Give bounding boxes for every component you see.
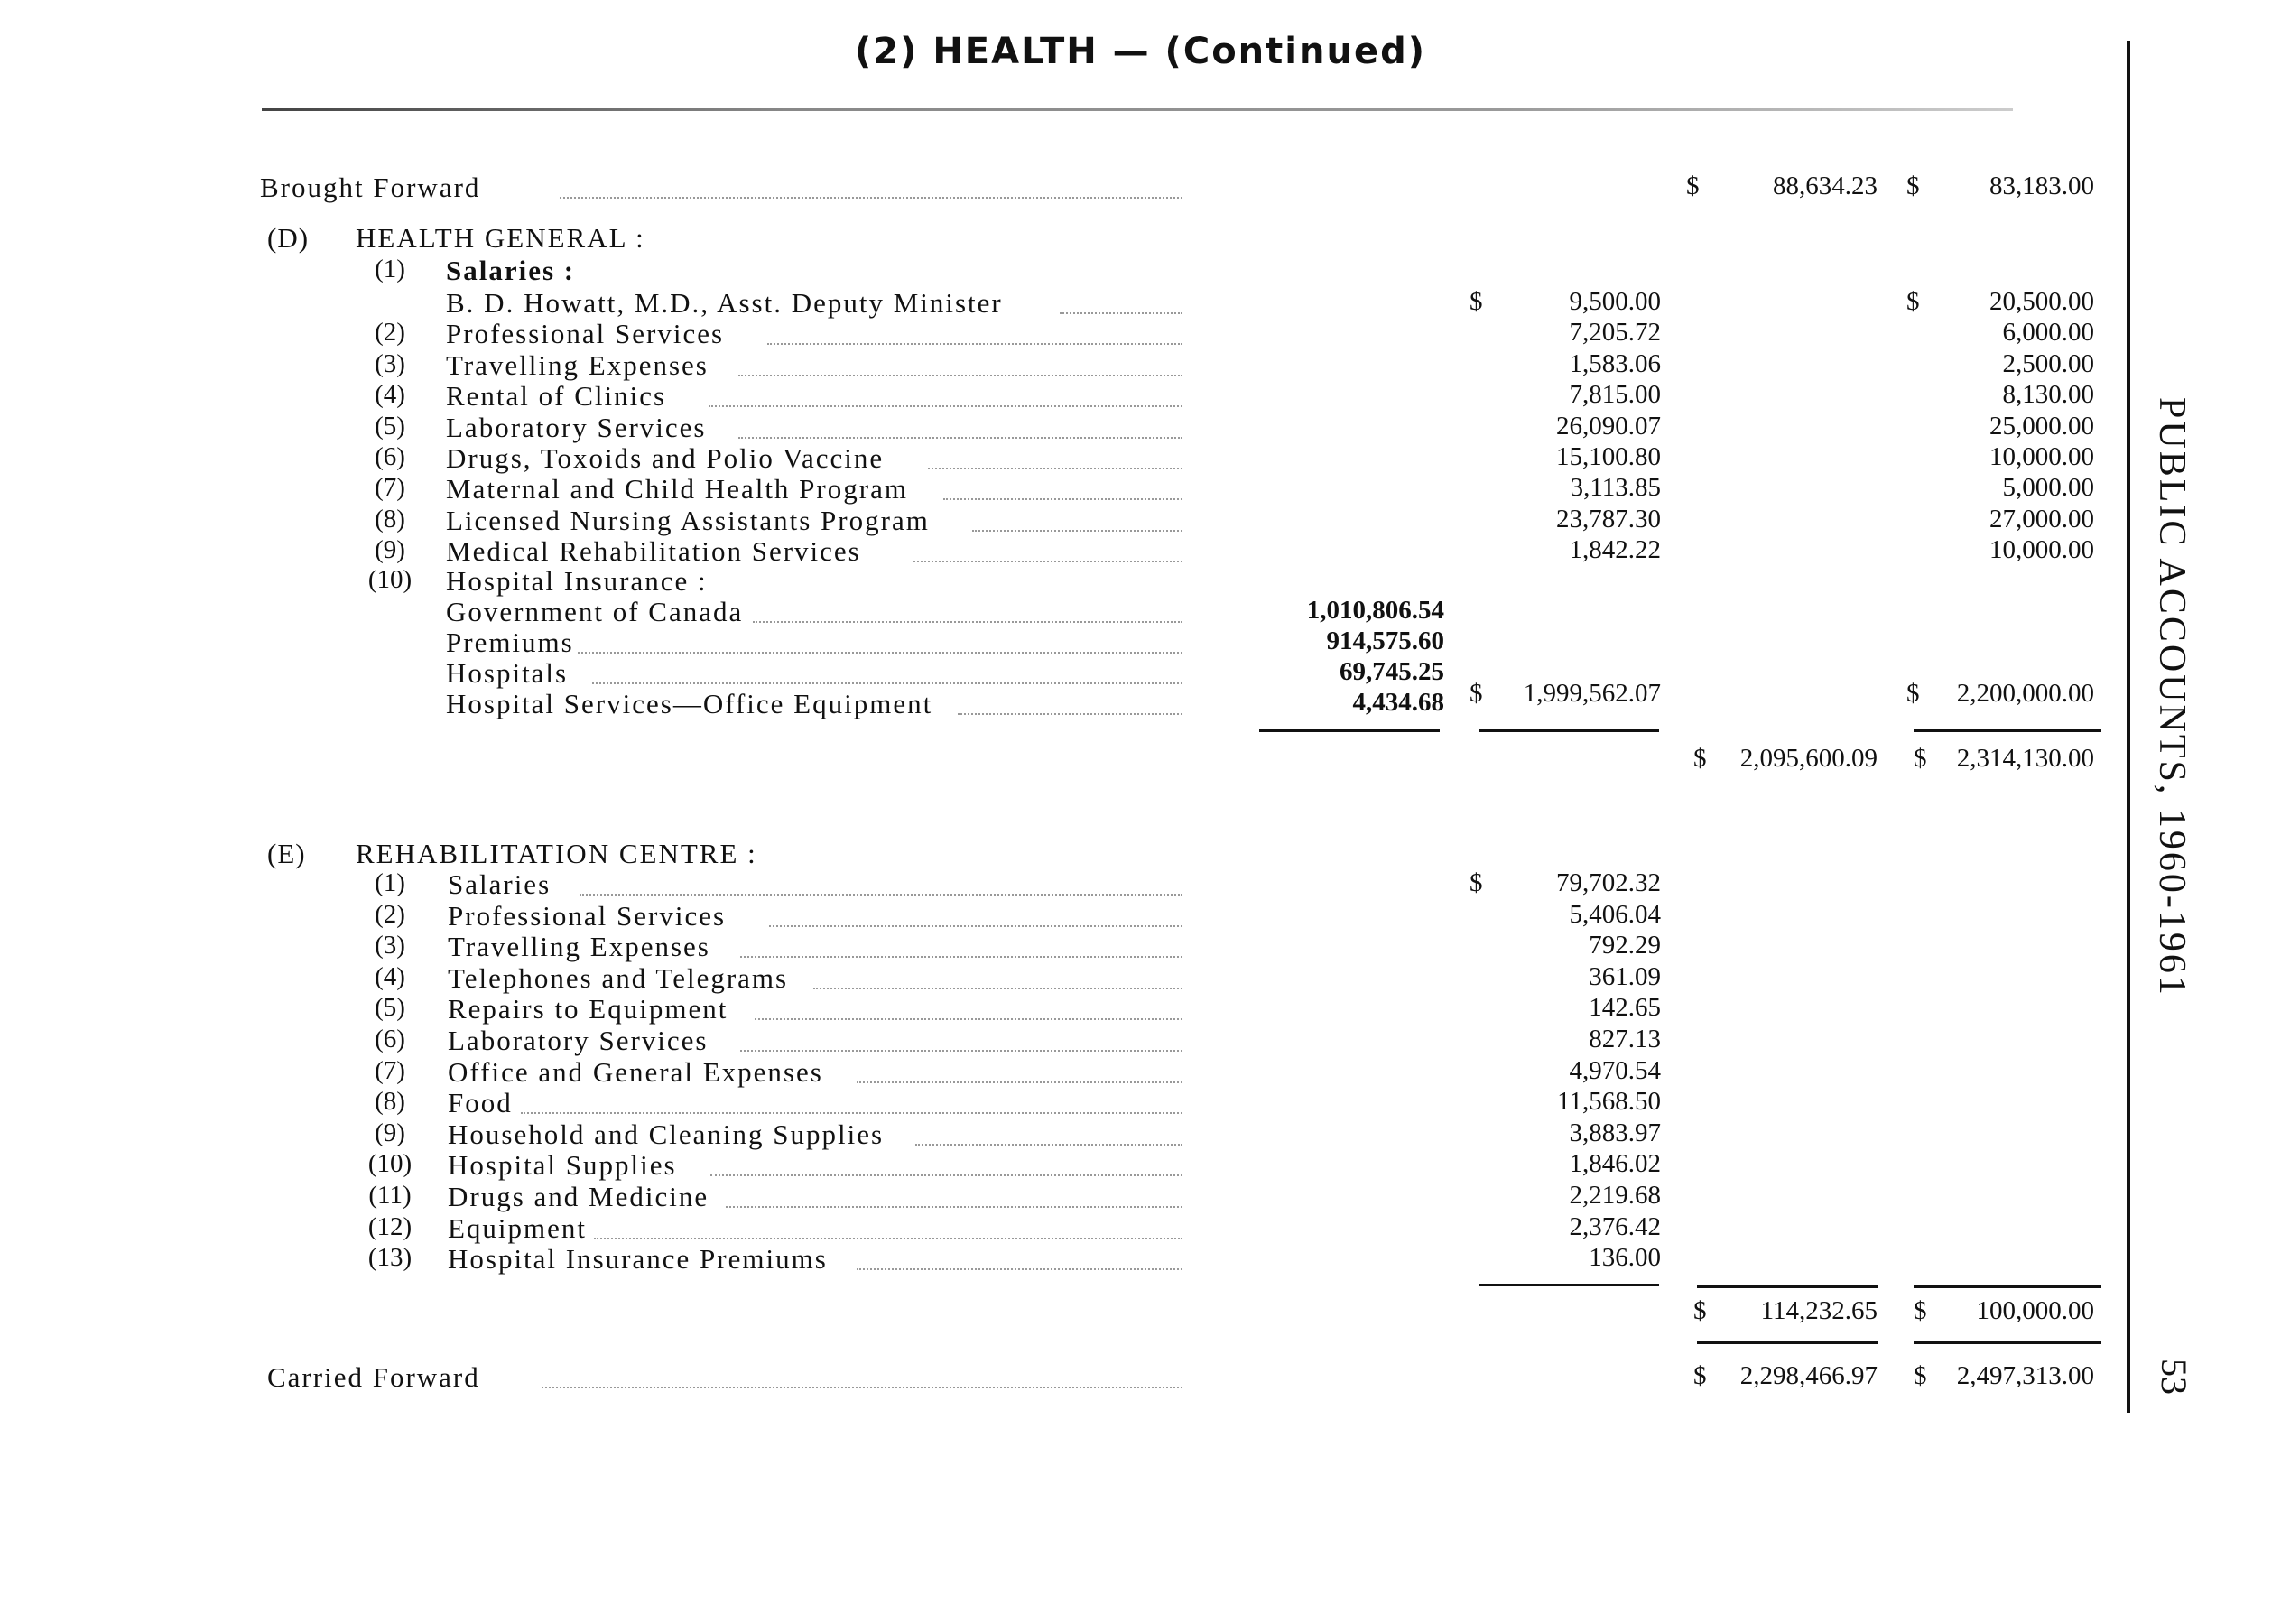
item-label: Travelling Expenses (448, 931, 710, 963)
item-number: (3) (375, 931, 405, 960)
item-number: (10) (367, 1149, 413, 1179)
item-label: Household and Cleaning Supplies (448, 1118, 885, 1150)
hospital-insurance-total: 1,999,562.07 (1523, 679, 1661, 708)
side-header (2150, 397, 2222, 1047)
item-label: Hospitals (446, 657, 569, 689)
item-number: (12) (367, 1211, 413, 1241)
currency-sign: $ (1686, 172, 1700, 200)
currency-sign: $ (1914, 1361, 1927, 1390)
leader-dots (560, 195, 1182, 199)
table-row (0, 287, 2121, 318)
item-amount: 1,583.06 (1569, 348, 1661, 378)
table-row (0, 1243, 2121, 1274)
item-amount: 3,883.97 (1569, 1118, 1661, 1147)
side-label: PUBLIC ACCOUNTS, 1960-1961 (2151, 397, 2193, 998)
item-amount: 1,010,806.54 (1306, 596, 1444, 625)
item-amount: 7,205.72 (1569, 318, 1661, 348)
item-amount: 361.09 (1589, 961, 1661, 991)
brought-forward-estimate: 83,183.00 (1989, 172, 2094, 200)
section-e-heading-row (0, 838, 2121, 868)
item-number: (5) (375, 993, 405, 1023)
total-rule (1914, 1285, 2101, 1288)
table-row (0, 868, 2121, 899)
item-amount: 9,500.00 (1569, 287, 1661, 316)
item-estimate: 20,500.00 (1989, 287, 2094, 316)
item-amount: 3,113.85 (1570, 473, 1661, 503)
title-rule (262, 108, 2013, 111)
total-rule (1914, 729, 2101, 732)
total-rule (1259, 729, 1440, 732)
item-estimate: 6,000.00 (2002, 318, 2094, 348)
item-amount: 2,376.42 (1569, 1211, 1661, 1241)
item-label: Travelling Expenses (446, 348, 709, 381)
item-estimate: 5,000.00 (2002, 473, 2094, 503)
margin-rule (2127, 41, 2130, 1413)
item-number: (2) (375, 318, 405, 348)
item-estimate: 25,000.00 (1989, 411, 2094, 441)
item-amount: 1,846.02 (1569, 1149, 1661, 1179)
item-estimate: 10,000.00 (1989, 535, 2094, 565)
section-e-code: (E) (267, 838, 306, 869)
item-estimate: 8,130.00 (2002, 380, 2094, 410)
table-row (0, 318, 2121, 348)
currency-sign: $ (1914, 1296, 1927, 1325)
item-amount: 5,406.04 (1569, 899, 1661, 929)
item-number: (5) (375, 411, 405, 441)
table-row (0, 1087, 2121, 1118)
currency-sign: $ (1906, 172, 1920, 200)
item-number: (8) (375, 1087, 405, 1117)
hospital-insurance-heading-row (0, 565, 2121, 596)
section-e-total: 114,232.65 (1760, 1296, 1878, 1325)
item-number: (3) (375, 348, 405, 378)
item-number: (11) (368, 1181, 412, 1210)
page-title: (2) HEALTH — (Continued) (855, 31, 1426, 72)
total-rule (1697, 1341, 1878, 1344)
item-amount: 4,970.54 (1569, 1055, 1661, 1085)
item-number: (8) (375, 504, 405, 534)
carried-forward-row (0, 1361, 2121, 1392)
item-label: Hospital Insurance Premiums (448, 1243, 828, 1276)
item-amount: 23,787.30 (1556, 504, 1661, 534)
table-row (0, 993, 2121, 1024)
item-amount: 26,090.07 (1556, 411, 1661, 441)
brought-forward-row (0, 172, 2121, 202)
leader-dots (726, 1204, 1182, 1208)
currency-sign: $ (1906, 679, 1920, 708)
item-amount: 792.29 (1589, 931, 1661, 960)
item-number: (6) (375, 1025, 405, 1053)
item-label: B. D. Howatt, M.D., Asst. Deputy Minister (446, 287, 1003, 319)
table-row (0, 412, 2121, 442)
table-row (0, 626, 2121, 657)
item-label: Hospital Supplies (448, 1149, 677, 1182)
table-row (0, 473, 2121, 504)
carried-forward-label: Carried Forward (267, 1361, 480, 1393)
leader-dots (709, 404, 1182, 407)
table-row (0, 596, 2121, 626)
currency-sign: $ (1914, 744, 1927, 773)
carried-forward-actual: 2,298,466.97 (1739, 1361, 1878, 1390)
item-label: Drugs, Toxoids and Polio Vaccine (446, 442, 885, 474)
item-label: Salaries (448, 868, 552, 900)
item-label: Laboratory Services (448, 1025, 709, 1056)
leader-dots (769, 923, 1182, 927)
leader-dots (710, 1173, 1182, 1176)
leader-dots (594, 1236, 1182, 1239)
item-estimate: 10,000.00 (1989, 442, 2094, 471)
currency-sign: $ (1470, 679, 1483, 708)
leader-dots (915, 1142, 1182, 1146)
item-label: Professional Services (448, 899, 727, 932)
section-e-total-row (0, 1296, 2121, 1327)
item-label: Licensed Nursing Assistants Program (446, 504, 930, 536)
item-number: (7) (375, 473, 405, 503)
section-d-estimate: 2,314,130.00 (1956, 744, 2094, 773)
leader-dots (767, 341, 1182, 345)
leader-dots (943, 496, 1182, 500)
table-row (0, 931, 2121, 961)
brought-forward-actual: 88,634.23 (1773, 172, 1878, 200)
item-amount: 142.65 (1589, 993, 1661, 1023)
leader-dots (521, 1110, 1182, 1114)
currency-sign: $ (1693, 744, 1707, 773)
table-row (0, 1056, 2121, 1087)
item-label: Maternal and Child Health Program (446, 473, 908, 506)
carried-forward-estimate: 2,497,313.00 (1956, 1361, 2094, 1390)
item-label: Equipment (448, 1211, 588, 1244)
item-label: Hospital Services—Office Equipment (446, 688, 933, 719)
salaries-heading: Salaries : (446, 255, 576, 286)
item-number: (9) (375, 1118, 405, 1147)
leader-dots (958, 711, 1182, 715)
total-rule (1479, 1284, 1659, 1286)
salaries-heading-row (0, 255, 2121, 285)
table-row (0, 1149, 2121, 1180)
table-row (0, 900, 2121, 931)
section-d-heading-row (0, 222, 2121, 253)
item-label: Premiums (446, 626, 574, 658)
section-d-total: 2,095,600.09 (1739, 744, 1878, 773)
leader-dots (755, 1016, 1182, 1020)
table-row (0, 349, 2121, 380)
hospital-total-row (0, 679, 2121, 710)
total-rule (1914, 1341, 2101, 1344)
item-amount: 4,434.68 (1352, 688, 1444, 717)
item-number: (1) (375, 255, 405, 283)
leader-dots (738, 435, 1182, 439)
section-d-code: (D) (267, 222, 310, 254)
item-amount: 15,100.80 (1556, 442, 1661, 471)
page-number: 53 (2154, 1359, 2194, 1395)
leader-dots (580, 892, 1182, 896)
leader-dots (753, 619, 1182, 623)
total-rule (1479, 729, 1659, 732)
item-number: (4) (375, 380, 405, 410)
leader-dots (542, 1385, 1182, 1388)
item-label: Repairs to Equipment (448, 993, 728, 1025)
currency-sign: $ (1470, 868, 1483, 897)
currency-sign: $ (1470, 287, 1483, 316)
leader-dots (972, 528, 1182, 532)
item-amount: 136.00 (1589, 1243, 1661, 1273)
brought-forward-label: Brought Forward (260, 172, 481, 203)
item-amount: 827.13 (1589, 1025, 1661, 1053)
item-label: Telephones and Telegrams (448, 961, 789, 994)
item-estimate: 27,000.00 (1989, 504, 2094, 534)
table-row (0, 442, 2121, 473)
item-label: Food (448, 1087, 513, 1119)
leader-dots (813, 986, 1182, 989)
currency-sign: $ (1693, 1296, 1707, 1325)
item-number: (4) (375, 961, 405, 991)
table-row (0, 1212, 2121, 1243)
total-rule (1697, 1285, 1878, 1288)
leader-dots (857, 1267, 1182, 1270)
section-e-estimate: 100,000.00 (1976, 1296, 2094, 1325)
item-amount: 11,568.50 (1557, 1087, 1661, 1117)
leader-dots (740, 954, 1182, 958)
table-row (0, 1118, 2121, 1149)
item-label: Rental of Clinics (446, 380, 667, 413)
item-label: Office and General Expenses (448, 1055, 823, 1088)
hospital-insurance-estimate: 2,200,000.00 (1956, 679, 2094, 708)
item-number: (6) (375, 442, 405, 471)
item-number: (7) (375, 1055, 405, 1085)
table-row (0, 1181, 2121, 1211)
leader-dots (928, 466, 1182, 469)
item-amount: 69,745.25 (1340, 657, 1444, 686)
section-d-heading: HEALTH GENERAL : (356, 222, 645, 254)
item-amount: 79,702.32 (1556, 868, 1661, 897)
leader-dots (740, 1048, 1182, 1052)
table-row (0, 1025, 2121, 1055)
leader-dots (913, 559, 1182, 562)
table-row (0, 380, 2121, 411)
item-label: Professional Services (446, 318, 725, 350)
item-number: (9) (375, 535, 405, 565)
item-estimate: 2,500.00 (2002, 348, 2094, 378)
leader-dots (578, 650, 1182, 654)
item-amount: 7,815.00 (1569, 380, 1661, 410)
item-label: Government of Canada (446, 596, 744, 627)
item-number: (2) (375, 899, 405, 929)
item-label: Laboratory Services (446, 411, 707, 443)
currency-sign: $ (1906, 287, 1920, 316)
currency-sign: $ (1693, 1361, 1707, 1390)
item-amount: 1,842.22 (1569, 535, 1661, 565)
table-row (0, 962, 2121, 993)
leader-dots (738, 373, 1182, 376)
item-number: (13) (367, 1243, 413, 1273)
leader-dots (857, 1080, 1182, 1083)
item-label: Medical Rehabilitation Services (446, 535, 861, 568)
item-label: Drugs and Medicine (448, 1181, 709, 1212)
item-number: (10) (367, 565, 413, 594)
hospital-insurance-heading: Hospital Insurance : (446, 565, 708, 597)
leader-dots (1060, 311, 1182, 314)
table-row (0, 505, 2121, 535)
table-row (0, 535, 2121, 566)
item-number: (1) (375, 868, 405, 897)
section-e-heading: REHABILITATION CENTRE : (356, 838, 757, 869)
item-amount: 2,219.68 (1569, 1181, 1661, 1210)
item-amount: 914,575.60 (1326, 626, 1444, 655)
section-d-total-row (0, 744, 2121, 775)
